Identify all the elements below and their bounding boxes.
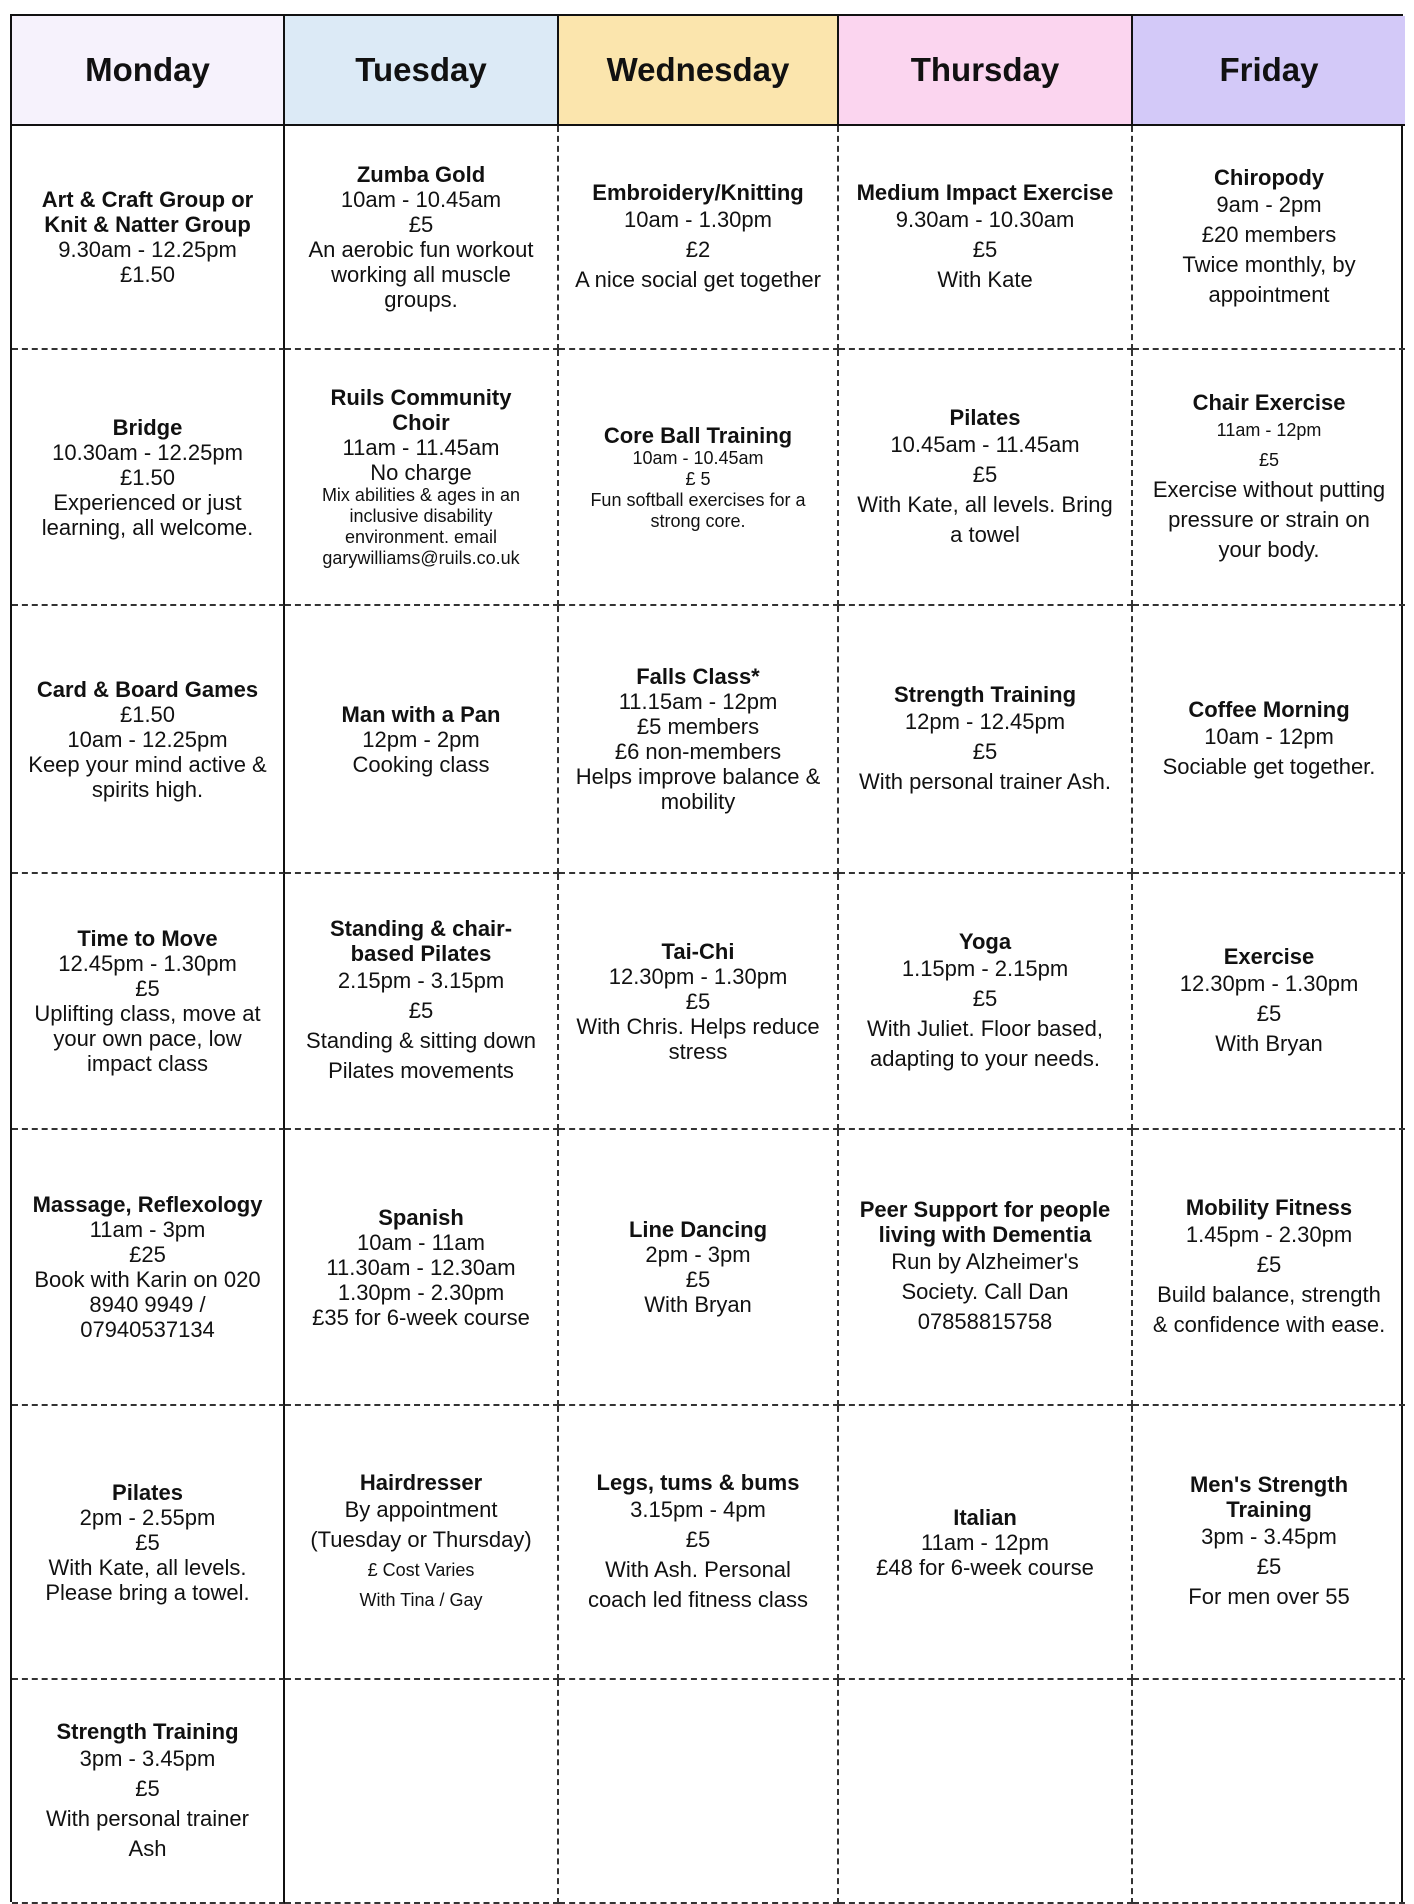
activity-title: Hairdresser [359, 1469, 483, 1495]
activity-title: Embroidery/Knitting [592, 179, 804, 205]
activity-detail: £5 [135, 976, 160, 1001]
activity-detail: 10am - 12.25pm [67, 726, 228, 752]
activity-title: Chiropody [1214, 164, 1324, 190]
activity-detail: £48 for 6-week course [876, 1554, 1094, 1580]
activity-title: Strength Training [893, 681, 1077, 707]
activity-detail: A nice social get together [575, 266, 821, 292]
activity-cell [559, 1406, 839, 1680]
activity-detail: £5 [1256, 1251, 1282, 1277]
activity-detail: An aerobic fun workout working all muscle groups. [308, 237, 534, 312]
activity-detail: Keep your mind active & spirits high. [28, 751, 267, 802]
activity-title: Legs, tums & bums [596, 1469, 800, 1495]
activity-cell [12, 874, 285, 1130]
activity-cell [12, 1406, 285, 1680]
activity-title: Tai-Chi [661, 938, 735, 964]
activity-detail: With Kate, all levels. Please bring a towel. [45, 1554, 250, 1605]
activity-cell [1133, 606, 1405, 874]
empty-cell [559, 1680, 839, 1904]
activity-detail: 11am - 11.45am [342, 435, 500, 460]
activity-title: Mobility Fitness [1185, 1194, 1353, 1220]
activity-detail: 3pm - 3.45pm [1201, 1524, 1337, 1549]
activity-detail: 9.30am - 12.25pm [58, 237, 237, 262]
activity-detail: 1.30pm - 2.30pm [337, 1279, 505, 1305]
activity-cell [839, 350, 1133, 606]
activity-detail: £5 [1258, 449, 1280, 470]
activity-detail: £5 [685, 988, 711, 1014]
activity-title: Yoga [958, 928, 1012, 954]
activity-detail: With Bryan [1215, 1030, 1323, 1056]
activity-detail: £ 5 [685, 468, 711, 489]
activity-title: Zumba Gold [356, 162, 486, 187]
activity-detail: 3pm - 3.45pm [79, 1745, 216, 1771]
activity-title: Man with a Pan [341, 701, 501, 727]
activity-cell [559, 350, 839, 606]
activity-detail: 11am - 3pm [89, 1217, 206, 1242]
activity-cell [839, 1130, 1133, 1406]
activity-detail: Experienced or just learning, all welcome. [41, 489, 254, 540]
activity-cell [559, 1130, 839, 1406]
activity-cell [12, 1130, 285, 1406]
activity-cell [839, 606, 1133, 874]
activity-detail: Standing & sitting down Pilates movements [306, 1028, 536, 1083]
activity-detail: 10.45am - 11.45am [890, 431, 1080, 457]
activity-detail: Helps improve balance & mobility [575, 764, 821, 814]
activity-title: Coffee Morning [1188, 696, 1350, 722]
day-header-thursday: Thursday [839, 16, 1133, 126]
activity-detail: By appointment (Tuesday or Thursday) [310, 1496, 532, 1552]
activity-detail: Fun softball exercises for a strong core. [590, 489, 806, 531]
activity-detail: Sociable get together. [1162, 753, 1376, 779]
activity-detail: £20 members [1201, 221, 1337, 247]
activity-detail: 11am - 12pm [921, 1529, 1049, 1555]
activity-cell [1133, 350, 1405, 606]
activity-detail: For men over 55 [1188, 1584, 1350, 1609]
activity-title: Standing & chair-based Pilates [329, 916, 513, 966]
activity-detail: £6 non-members [614, 739, 782, 764]
activity-title: Spanish [378, 1204, 464, 1230]
activity-detail: With Kate [937, 266, 1033, 292]
activity-detail: 10am - 10.45am [632, 447, 764, 468]
activity-cell [12, 1680, 285, 1904]
activity-detail: £5 [135, 1529, 160, 1555]
activity-detail: £1.50 [119, 464, 176, 490]
activity-detail: 11am - 12pm [1216, 419, 1322, 440]
activity-detail: Uplifting class, move at your own pace, low impact class [34, 1001, 261, 1076]
activity-detail: Exercise without putting pressure or strain on your body. [1152, 476, 1386, 562]
empty-cell [1133, 1680, 1405, 1904]
activity-cell [12, 126, 285, 350]
activity-detail: 10am - 10.45am [340, 187, 502, 212]
activity-title: Card & Board Games [36, 676, 259, 702]
activity-detail: Mix abilities & ages in an inclusive disability environment. email garywilliams@ruils.co.uk [321, 485, 521, 568]
activity-detail: £5 members [636, 714, 760, 739]
activity-detail: £25 [129, 1242, 166, 1267]
activity-detail: 11.30am - 12.30am [326, 1254, 516, 1280]
activity-detail: With Juliet. Floor based, adapting to your needs. [867, 1015, 1103, 1071]
activity-detail: With Tina / Gay [359, 1589, 483, 1610]
activity-cell [285, 1130, 559, 1406]
activity-title: Core Ball Training [603, 422, 793, 448]
activity-detail: With Chris. Helps reduce stress [576, 1013, 820, 1064]
activity-title: Medium Impact Exercise [856, 179, 1114, 205]
activity-detail: 2pm - 3pm [645, 1242, 751, 1267]
activity-title: Men's Strength Training [1189, 1472, 1349, 1522]
activity-detail: 9am - 2pm [1216, 191, 1322, 217]
activity-detail: £35 for 6-week course [312, 1304, 530, 1330]
activity-cell [12, 350, 285, 606]
activity-detail: £2 [685, 236, 711, 262]
activity-detail: £5 [1256, 1000, 1282, 1026]
activity-detail: With Kate, all levels. Bring a towel [857, 491, 1113, 547]
activity-detail: £5 [135, 1775, 160, 1801]
activity-detail: 3.15pm - 4pm [630, 1496, 766, 1522]
activity-detail: £5 [408, 998, 434, 1023]
activity-detail: £5 [1256, 1554, 1282, 1579]
activity-cell [839, 1406, 1133, 1680]
activity-detail: 10.30am - 12.25pm [52, 439, 243, 465]
activity-detail: Cooking class [352, 751, 490, 777]
activity-detail: 12.30pm - 1.30pm [1179, 970, 1359, 996]
activity-detail: 11.15am - 12pm [618, 689, 778, 714]
activity-title: Art & Craft Group or Knit & Natter Group [41, 187, 254, 237]
activity-detail: £5 [685, 1526, 711, 1552]
activity-detail: £5 [972, 985, 998, 1011]
activity-cell [12, 606, 285, 874]
activity-cell [285, 350, 559, 606]
activity-detail: Twice monthly, by appointment [1182, 251, 1356, 307]
activity-title: Time to Move [77, 926, 218, 951]
activity-title: Ruils Community Choir [330, 385, 512, 435]
activity-title: Peer Support for people living with Dementia [859, 1197, 1111, 1247]
activity-detail: 10am - 1.30pm [624, 206, 772, 232]
activity-detail: With Bryan [644, 1292, 752, 1317]
activity-detail: 2.15pm - 3.15pm [337, 968, 505, 993]
activity-cell [285, 606, 559, 874]
activity-detail: 1.15pm - 2.15pm [901, 955, 1069, 981]
activity-cell [285, 1406, 559, 1680]
activity-cell [1133, 1130, 1405, 1406]
activity-detail: 2pm - 2.55pm [79, 1504, 216, 1530]
activity-detail: £5 [685, 1267, 711, 1292]
activity-title: Pilates [949, 404, 1021, 430]
activity-title: Bridge [112, 414, 183, 440]
activity-detail: Build balance, strength & confidence with ease. [1152, 1281, 1386, 1337]
activity-detail: £1.50 [119, 262, 176, 287]
activity-detail: With personal trainer Ash. [859, 768, 1111, 794]
activity-detail: 10am - 12pm [1204, 723, 1334, 749]
empty-cell [839, 1680, 1133, 1904]
activity-title: Pilates [112, 1479, 183, 1505]
activity-detail: 10am - 11am [357, 1229, 485, 1255]
activity-detail: £5 [408, 212, 434, 237]
activity-cell [559, 126, 839, 350]
activity-title: Falls Class* [636, 664, 760, 689]
activity-detail: With Ash. Personal coach led fitness class [587, 1556, 809, 1612]
activity-title: Italian [953, 1504, 1017, 1530]
day-header-wednesday: Wednesday [559, 16, 839, 126]
activity-cell [1133, 1406, 1405, 1680]
activity-cell [285, 874, 559, 1130]
activity-title: Line Dancing [628, 1217, 768, 1242]
activity-title: Massage, Reflexology [32, 1192, 263, 1217]
weekly-timetable [10, 14, 1403, 1902]
activity-title: Chair Exercise [1192, 389, 1346, 415]
activity-detail: No charge [370, 460, 472, 485]
day-header-tuesday: Tuesday [285, 16, 559, 126]
empty-cell [285, 1680, 559, 1904]
activity-detail: 9.30am - 10.30am [895, 206, 1075, 232]
activity-detail: £ Cost Varies [367, 1559, 475, 1580]
activity-cell [839, 126, 1133, 350]
activity-cell [285, 126, 559, 350]
activity-detail: £5 [972, 236, 998, 262]
activity-cell [1133, 874, 1405, 1130]
activity-detail: £5 [972, 461, 998, 487]
activity-title: Exercise [1223, 943, 1315, 969]
activity-detail: With personal trainer Ash [46, 1805, 249, 1861]
activity-title: Strength Training [56, 1718, 239, 1744]
activity-detail: £1.50 [119, 701, 176, 727]
activity-detail: £5 [972, 738, 998, 764]
activity-detail: Book with Karin on 020 8940 9949 / 07940537134 [34, 1267, 261, 1342]
activity-detail: 12.45pm - 1.30pm [58, 951, 237, 976]
day-header-friday: Friday [1133, 16, 1405, 126]
activity-cell [559, 874, 839, 1130]
activity-detail: 12.30pm - 1.30pm [608, 963, 788, 989]
activity-cell [559, 606, 839, 874]
day-header-monday: Monday [12, 16, 285, 126]
activity-detail: Run by Alzheimer's Society. Call Dan 07858815758 [891, 1249, 1079, 1334]
activity-detail: 12pm - 2pm [362, 726, 480, 752]
activity-detail: 1.45pm - 2.30pm [1185, 1221, 1353, 1247]
activity-cell [1133, 126, 1405, 350]
activity-cell [839, 874, 1133, 1130]
activity-detail: 12pm - 12.45pm [904, 708, 1066, 734]
